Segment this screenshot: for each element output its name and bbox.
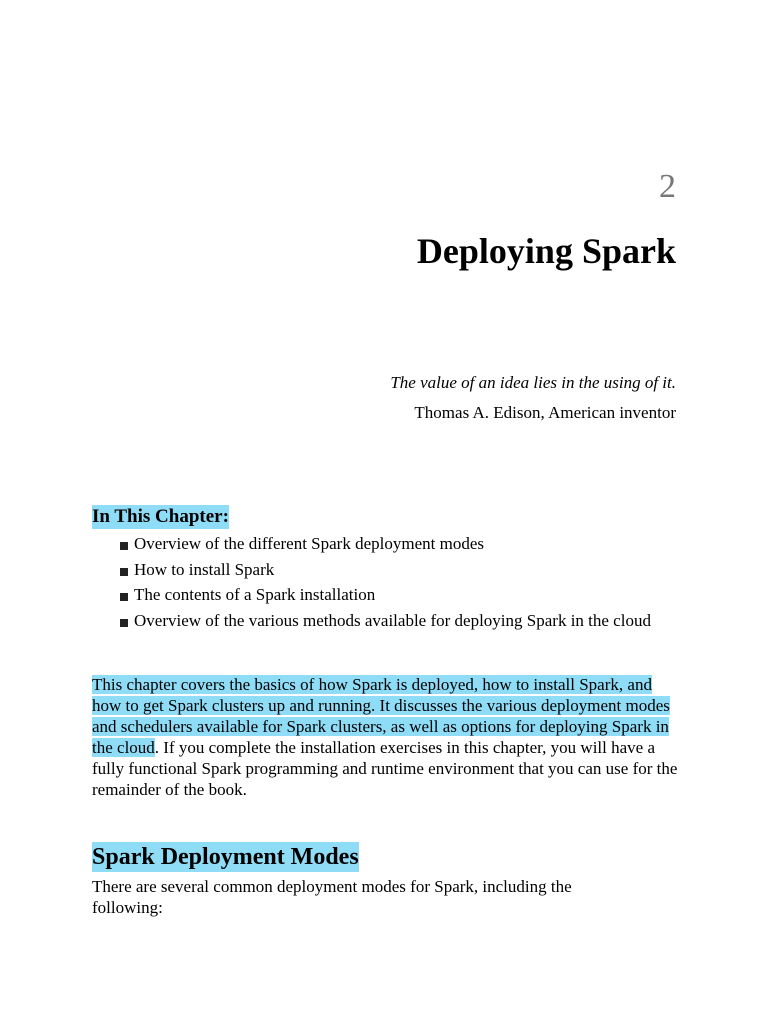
chapter-topics-list: [92, 533, 692, 631]
list-item: [120, 584, 654, 605]
list-item-text: The contents of a Spark installation: [134, 585, 376, 604]
list-item-text: Overview of the different Spark deployment modes: [134, 534, 484, 553]
section-body: There are several common deployment modes for Spark, including the following:: [92, 877, 572, 917]
in-this-chapter-heading: In This Chapter:: [92, 506, 229, 527]
epigraph: [390, 368, 676, 428]
chapter-title: Deploying Spark: [416, 231, 676, 271]
square-bullet-icon: [120, 619, 128, 627]
epigraph-quote: The value of an idea lies in the using of it.: [390, 373, 676, 392]
highlighted-text: This chapter covers the basics of how Spark is deployed, how to install Spark, and how to get Spark clusters up and running. It discusses the various deployment modes and schedulers available for Spark clusters, as well as options for deploying Spark in the cloud: [92, 675, 670, 757]
square-bullet-icon: [120, 593, 128, 601]
section-heading: Spark Deployment Modes: [92, 844, 359, 870]
intro-text: . If you complete the installation exercises in this chapter, you will have a fully functional Spark programming and runtime environment that you can use for the remainder of the book.: [92, 738, 678, 799]
in-this-chapter-box: [92, 505, 692, 635]
square-bullet-icon: [120, 542, 128, 550]
list-item: [120, 533, 654, 554]
square-bullet-icon: [120, 568, 128, 576]
deployment-modes-section: [92, 842, 692, 918]
intro-paragraph: [92, 674, 682, 800]
chapter-number: 2: [659, 168, 676, 205]
list-item: [120, 610, 654, 631]
list-item-text: How to install Spark: [134, 559, 275, 579]
list-item: [120, 559, 654, 580]
list-item-text: Overview of the various methods available for deploying Spark in the cloud: [134, 610, 651, 630]
epigraph-attribution: Thomas A. Edison, American inventor: [414, 403, 676, 422]
